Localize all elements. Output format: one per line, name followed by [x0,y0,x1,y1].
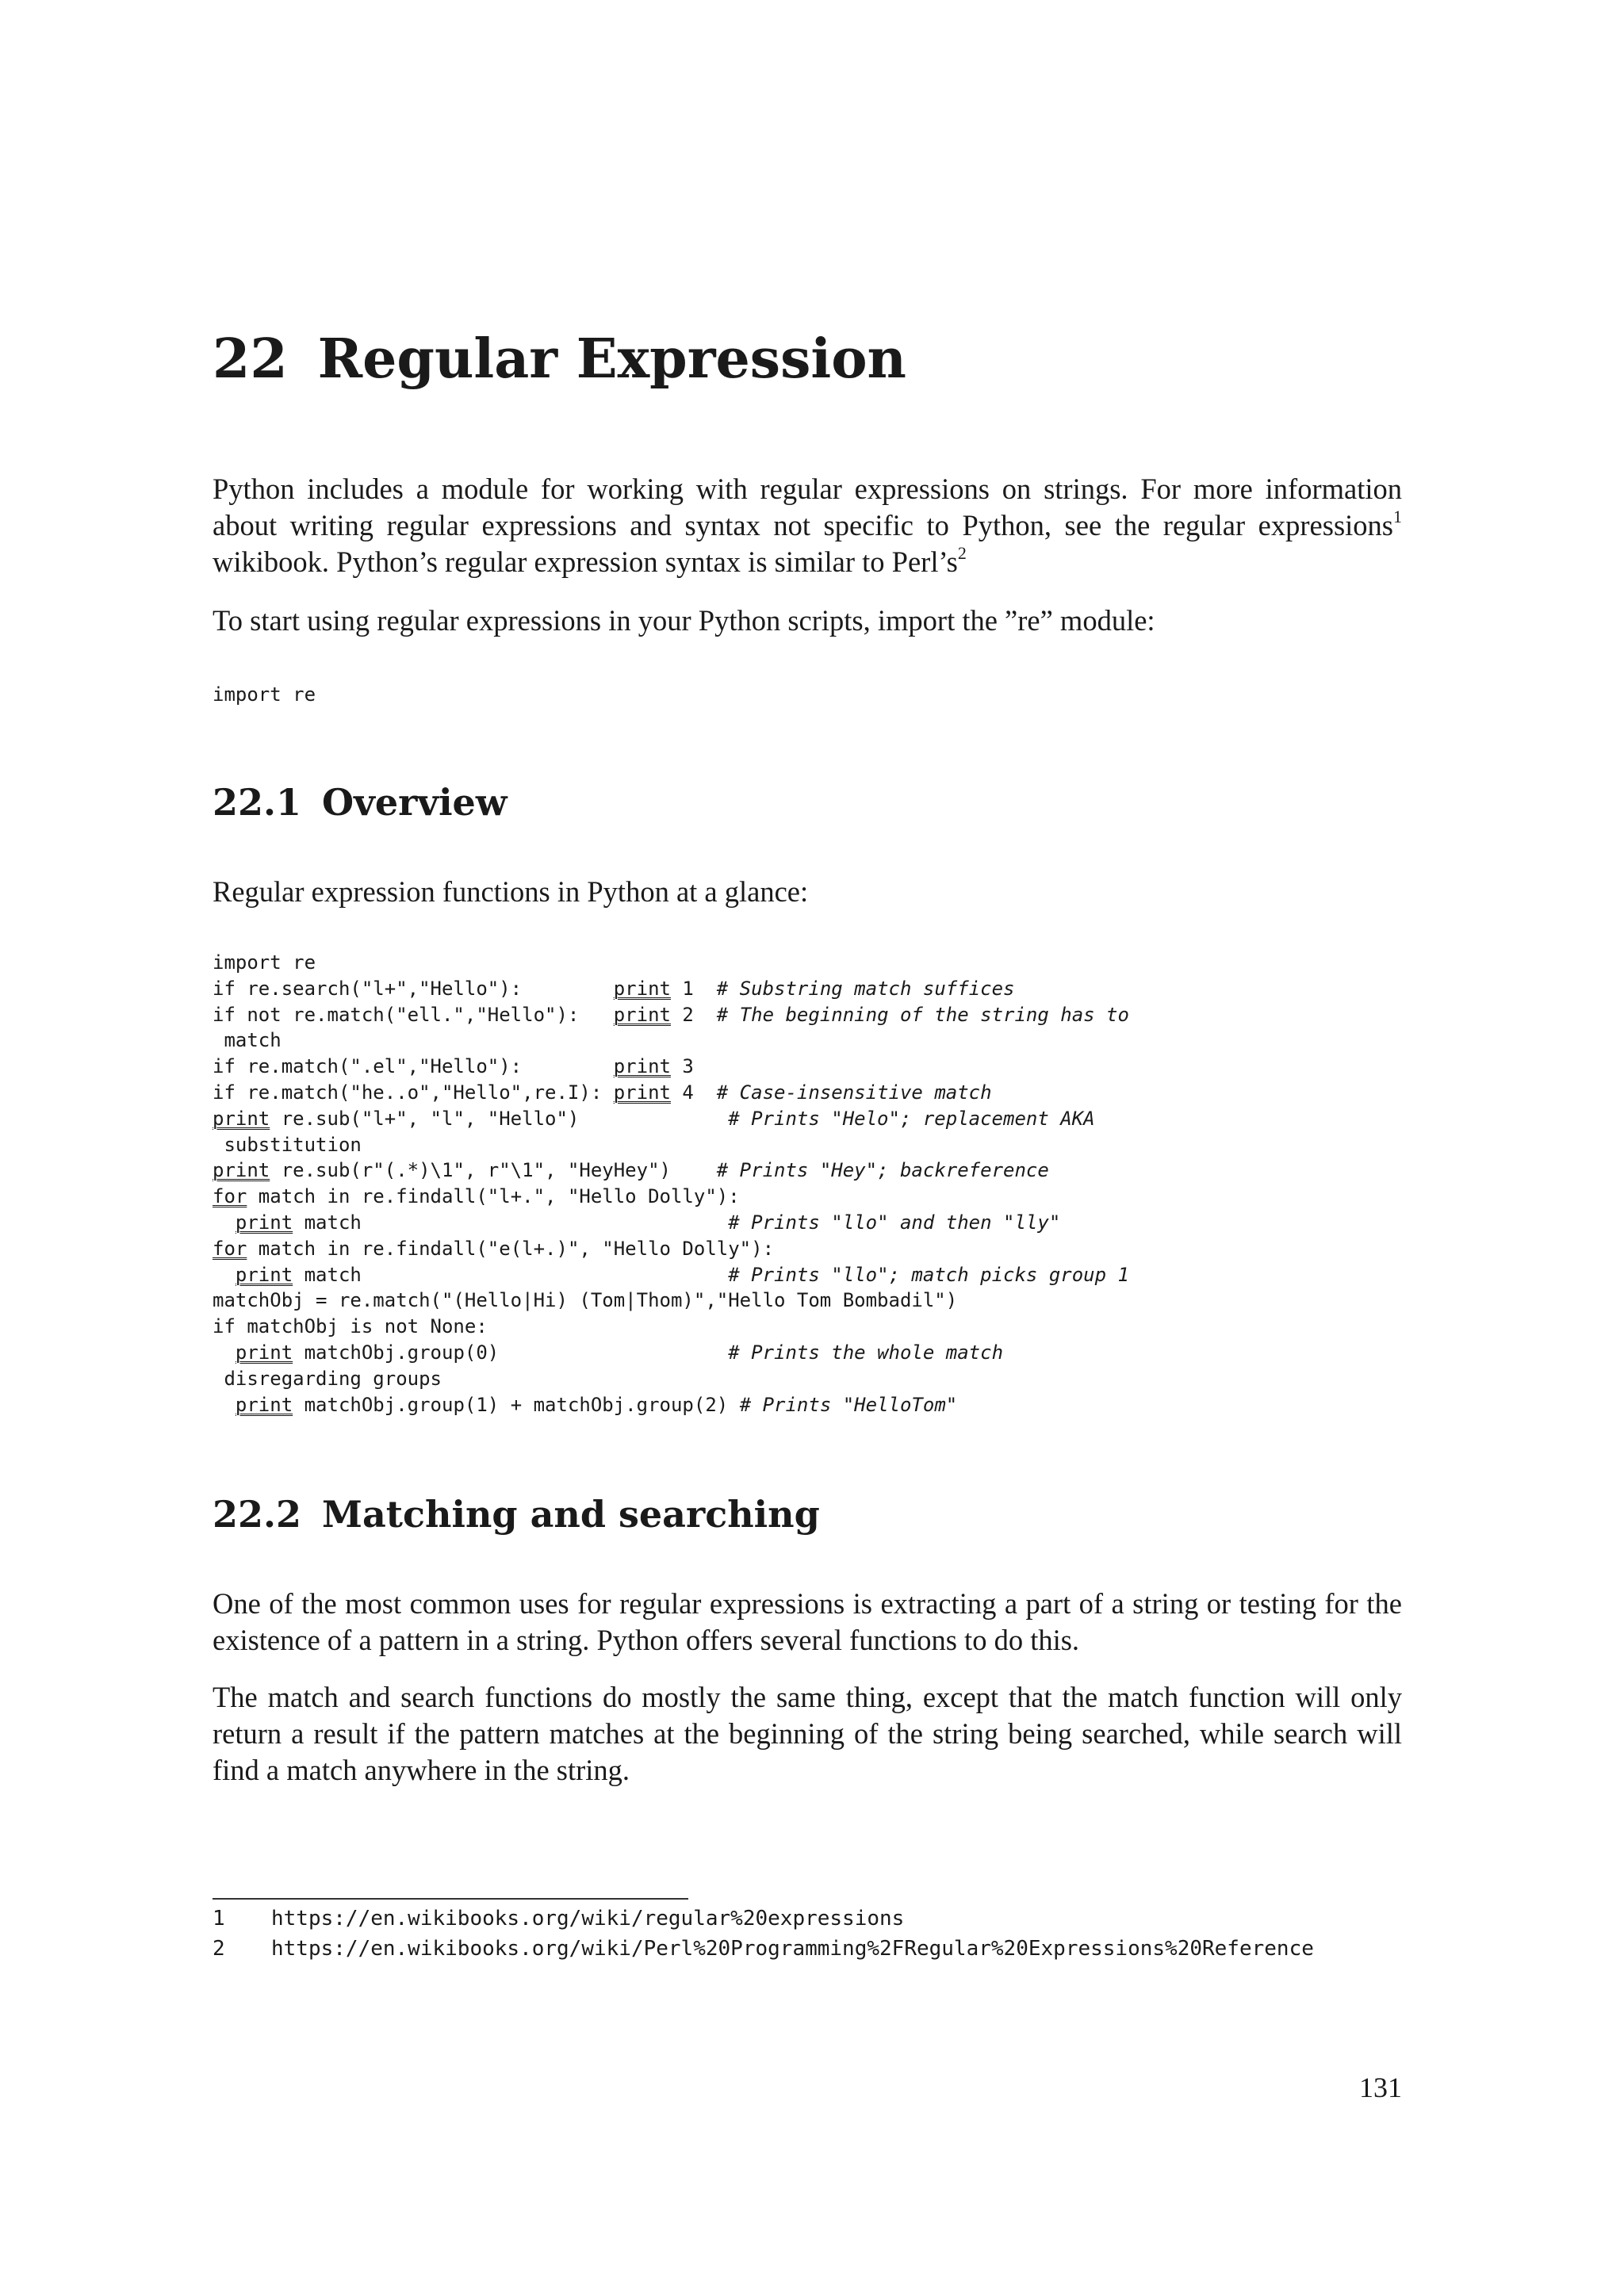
code-text [213,1211,236,1234]
code-text-rest: match [293,1263,729,1286]
footnote-number: 2 [213,1937,225,1961]
chapter-title [213,323,906,395]
import-paragraph: To start using regular expressions in your Python scripts, import the ”re” module: [213,604,1155,637]
code-text: disregarding groups [213,1367,442,1390]
matching-paragraph-2: The match and search functions do mostly the same thing, except that the match function will only return a result if the pattern matches at the beginning of the string being searched, while search will find a match anywhere in the string. [213,1681,1402,1786]
code-line [213,1002,1129,1028]
section-number: 22.2 [213,1493,302,1536]
code-keyword: for [213,1185,247,1208]
code-text [213,1264,236,1286]
code-line [213,1392,1129,1418]
section-matching-heading [213,1490,820,1538]
code-keyword: print [235,1211,293,1234]
code-text-rest: match in re.findall("l+.", "Hello Dolly"): [247,1185,740,1208]
code-text-rest: matchObj.group(1) + matchObj.group(2) [293,1393,740,1416]
code-text [213,1394,236,1416]
code-text-rest: 1 [670,977,717,1000]
intro-text-2: wikibook. Python’s regular expression syntax is similar to Perl’s [213,545,958,578]
code-text-rest: matchObj.group(0) [293,1341,729,1364]
footnote-divider [213,1898,688,1900]
footnote-ref-2[interactable]: 2 [957,543,967,563]
code-comment: # Substring match suffices [716,977,1015,1000]
chapter-number: 22 [213,327,288,391]
code-keyword: print [613,1081,671,1104]
section-number: 22.1 [213,781,302,824]
code-line [213,1027,1129,1054]
code-line [213,1366,1129,1392]
code-keyword: print [235,1341,293,1364]
code-line [213,1314,1129,1340]
code-line [213,1210,1129,1236]
overview-intro: Regular expression functions in Python at a glance: [213,875,809,908]
code-line [213,1236,1129,1262]
code-text-rest: re.sub(r"(.*)\1", r"\1", "HeyHey") [270,1159,717,1182]
code-text: if re.search("l+","Hello"): [213,977,614,1000]
code-listing [213,950,1129,1418]
code-keyword: print [213,1107,270,1130]
code-text-rest: re.sub("l+", "l", "Hello") [270,1107,729,1130]
code-line [213,1158,1129,1184]
code-line [213,1054,1129,1080]
code-keyword: print [613,1003,671,1026]
matching-paragraph-1: One of the most common uses for regular expressions is extracting a part of a string or testing for the existence of a pattern in a string. Python offers several functions to do this. [213,1587,1402,1656]
chapter-title-text: Regular Expression [317,327,906,391]
code-text-rest: 3 [670,1055,694,1078]
page-number: 131 [1359,2072,1402,2103]
code-comment: # Case-insensitive match [716,1081,992,1104]
section-title: Overview [322,781,508,824]
footnote-1 [213,1904,904,1933]
code-text-rest: match in re.findall("e(l+.)", "Hello Dolly"): [247,1237,775,1260]
code-line [213,976,1129,1002]
code-comment: # The beginning of the string has to [716,1003,1129,1026]
footnote-number: 1 [213,1907,225,1931]
intro-paragraph [213,471,1402,580]
code-comment: # Prints "Hey"; backreference [716,1159,1049,1182]
code-keyword: print [613,1055,671,1078]
code-keyword: print [213,1159,270,1182]
code-keyword: print [235,1393,293,1416]
import-code: import re [213,683,316,706]
code-text [213,1341,236,1364]
code-keyword: print [613,977,671,1000]
footnote-2 [213,1934,1314,1963]
code-comment: # Prints "Helo"; replacement AKA [728,1107,1095,1130]
code-comment: # Prints "llo"; match picks group 1 [728,1263,1129,1286]
code-keyword: for [213,1237,247,1260]
code-text: if re.match("he..o","Hello",re.I): [213,1081,614,1104]
code-line [213,950,1129,976]
footnote-link[interactable]: https://en.wikibooks.org/wiki/regular%20expressions [271,1907,905,1931]
footnote-ref-1[interactable]: 1 [1393,507,1402,526]
code-line [213,1184,1129,1210]
code-text: match [213,1029,282,1052]
footnote-link[interactable]: https://en.wikibooks.org/wiki/Perl%20Programming%2FRegular%20Expressions%20Reference [271,1937,1314,1961]
intro-text-1: Python includes a module for working with regular expressions on strings. For more information about writing regular expressions and syntax not specific to Python, see the regular expressions [213,473,1402,541]
code-line [213,1080,1129,1106]
code-keyword: print [235,1263,293,1286]
code-text: import re [213,951,316,974]
code-line [213,1288,1129,1314]
code-comment: # Prints "HelloTom" [739,1393,958,1416]
code-comment: # Prints the whole match [728,1341,1004,1364]
code-text: if re.match(".el","Hello"): [213,1055,614,1078]
code-text-rest: 4 [670,1081,717,1104]
section-overview-heading [213,779,507,826]
code-text: if matchObj is not None: [213,1315,488,1338]
code-line [213,1106,1129,1132]
code-line [213,1132,1129,1158]
code-line [213,1340,1129,1366]
code-text-rest: 2 [670,1003,717,1026]
code-line [213,1262,1129,1288]
code-text: matchObj = re.match("(Hello|Hi) (Tom|Thom)","Hello Tom Bombadil") [213,1289,958,1312]
section-title: Matching and searching [322,1493,820,1536]
code-text: if not re.match("ell.","Hello"): [213,1003,614,1026]
code-comment: # Prints "llo" and then "lly" [728,1211,1061,1234]
code-text: substitution [213,1133,362,1156]
code-text-rest: match [293,1211,729,1234]
